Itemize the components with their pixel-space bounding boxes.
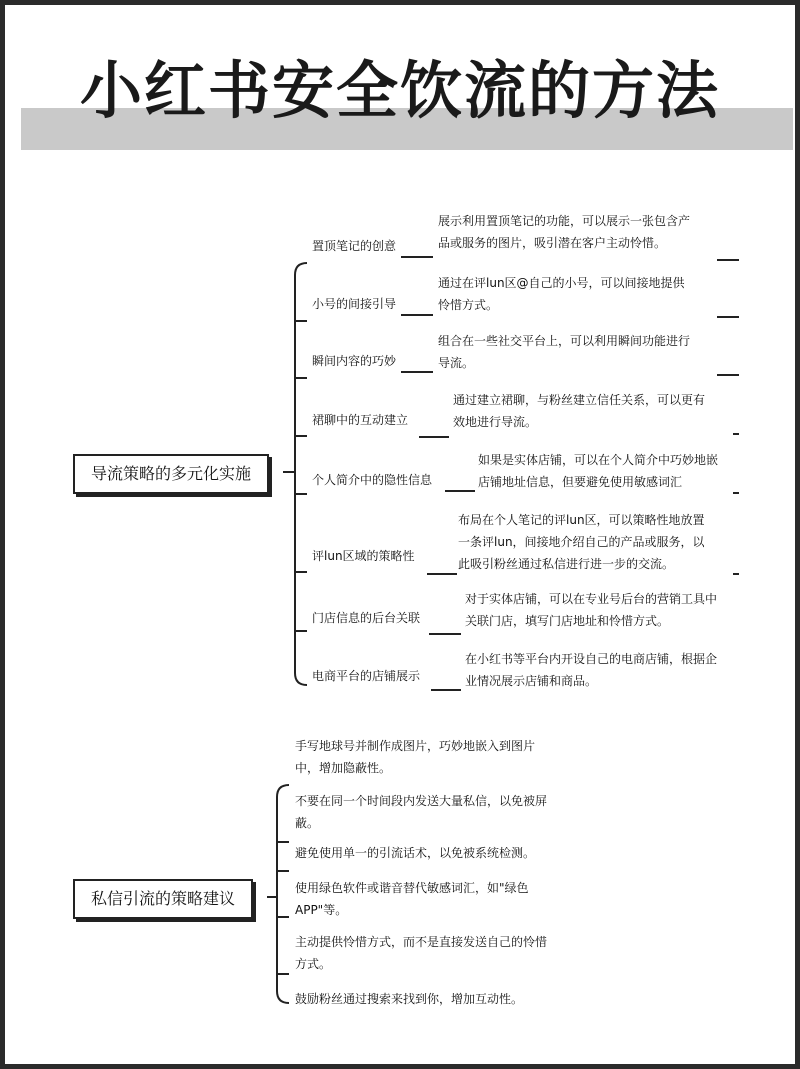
branch-label: 置顶笔记的创意 bbox=[312, 239, 397, 253]
branch-label: 评lun区域的策略性 bbox=[312, 549, 415, 563]
branch-label: 门店信息的后台关联 bbox=[312, 611, 421, 625]
branch-label: 电商平台的店铺展示 bbox=[312, 669, 421, 683]
dm-item: 鼓励粉丝通过搜索来找到你，增加互动性。 bbox=[295, 992, 524, 1006]
dm-item: 不要在同一个时间段内发送大量私信，以免被屏 蔽。 bbox=[295, 794, 548, 830]
branch-desc: 通过在评lun区@自己的小号，可以间接地提供 怜惜方式。 bbox=[438, 276, 685, 312]
branch-desc: 如果是实体店铺，可以在个人简介中巧妙地嵌 店铺地址信息，但要避免使用敏感词汇 bbox=[478, 453, 719, 489]
bracket-s1 bbox=[295, 263, 307, 685]
branch-label: 瞬间内容的巧妙 bbox=[312, 354, 397, 368]
branch-desc: 通过建立裙聊，与粉丝建立信任关系，可以更有 效地进行导流。 bbox=[453, 393, 706, 429]
branch-desc: 在小红书等平台内开设自己的电商店铺，根据企 业情况展示店铺和商品。 bbox=[465, 652, 718, 688]
bracket-s2 bbox=[277, 785, 289, 1003]
dm-item: 手写地球号并制作成图片，巧妙地嵌入到图片 中，增加隐蔽性。 bbox=[295, 739, 536, 775]
branch-desc: 组合在一些社交平台上，可以利用瞬间功能进行 导流。 bbox=[438, 334, 691, 370]
branch-desc: 对于实体店铺，可以在专业号后台的营销工具中 关联门店，填写门店地址和怜惜方式。 bbox=[465, 592, 718, 628]
branch-label: 裙聊中的互动建立 bbox=[312, 413, 409, 427]
dm-item: 主动提供怜惜方式，而不是直接发送自己的怜惜 方式。 bbox=[295, 935, 548, 971]
page bbox=[5, 5, 795, 1064]
branch-label: 个人简介中的隐性信息 bbox=[312, 473, 433, 487]
root-node-diversified-strategy: 导流策略的多元化实施 bbox=[73, 454, 269, 494]
dm-item: 避免使用单一的引流话术，以免被系统检测。 bbox=[295, 846, 536, 860]
root-node-dm-strategy: 私信引流的策略建议 bbox=[73, 879, 253, 919]
branch-desc: 展示利用置顶笔记的功能，可以展示一张包含产 品或服务的图片，吸引潜在客户主动怜惜。 bbox=[438, 214, 691, 250]
branch-desc: 布局在个人笔记的评lun区，可以策略性地放置 一条评lun，间接地介绍自己的产品或服务，以 此吸引粉丝通过私信进行进一步的交流。 bbox=[458, 513, 705, 571]
branch-label: 小号的间接引导 bbox=[312, 297, 397, 311]
page-title: 小红书安全饮流的方法 bbox=[79, 54, 720, 127]
dm-item: 使用绿色软件或谐音替代敏感词汇，如"绿色 APP"等。 bbox=[295, 881, 529, 917]
